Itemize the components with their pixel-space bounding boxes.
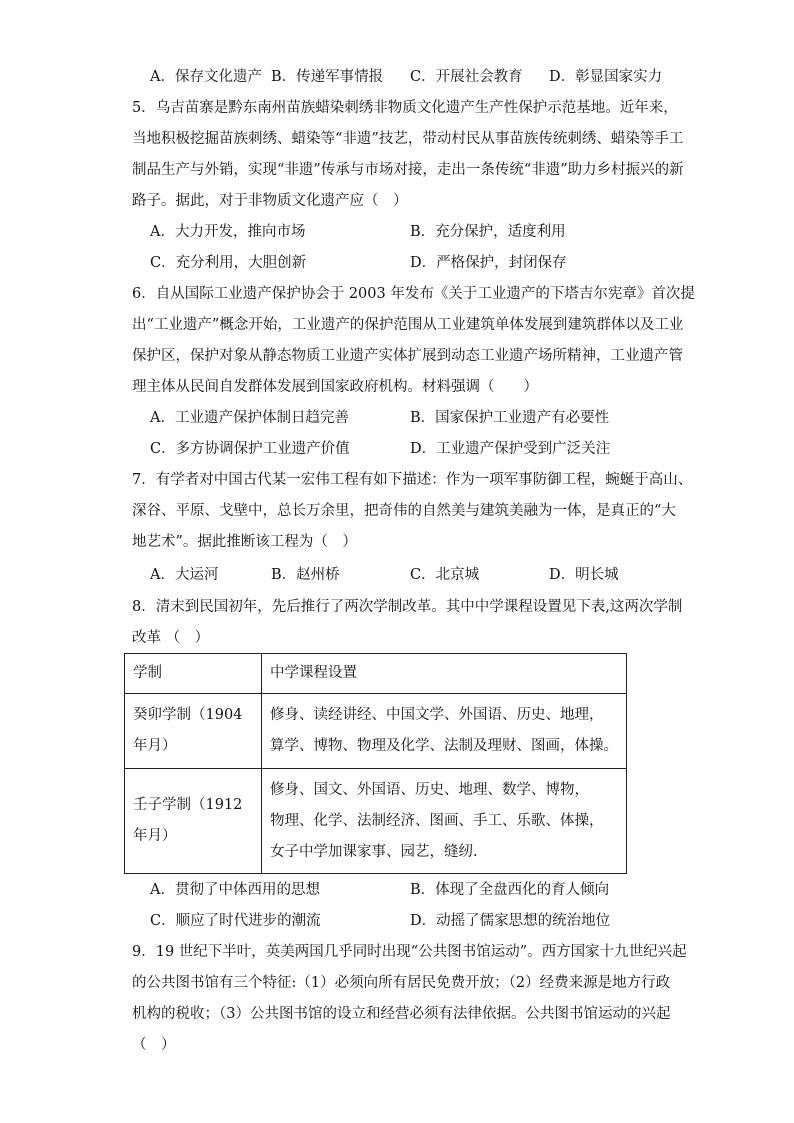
q7-stem-line: 深谷、平原、戈壁中，总长万余里，把奇伟的自然美与建筑美融为一体，是真正的“大 bbox=[132, 503, 676, 519]
course-line: 修身、国文、外国语、历史、地理、数学、博物， bbox=[270, 781, 589, 798]
course-table bbox=[124, 653, 627, 874]
q9-stem-line: 机构的税收；（3）公共图书馆的设立和经营必须有法律依据。公共图书馆运动的兴起 bbox=[132, 1006, 671, 1022]
course-line: 修身、读经讲经、中国文学、外国语、历史、地理， bbox=[270, 707, 604, 723]
q4-option-d: D．彰显国家实力 bbox=[549, 69, 663, 85]
q6-option-c: C．多方协调保护工业遗产价值 bbox=[150, 441, 350, 457]
table-row bbox=[125, 769, 627, 874]
q6-stem-line: 理主体从民间自发群体发展到国家政府机构。材料强调（ ） bbox=[132, 379, 538, 395]
table-row bbox=[125, 694, 627, 769]
q6-option-b: B．国家保护工业遗产有必要性 bbox=[410, 410, 610, 426]
q4-option-c: C．开展社会教育 bbox=[410, 69, 523, 85]
table-header-cell: 学制 bbox=[125, 654, 262, 694]
q5-option-d: D．严格保护，封闭保存 bbox=[410, 255, 567, 271]
course-line: 物理、化学、法制经济、图画、手工、乐歌、体操， bbox=[270, 812, 604, 829]
q7-stem-line: 地艺术”。据此推断该工程为（ ） bbox=[132, 534, 357, 550]
q4-option-a: A．保存文化遗产 bbox=[150, 69, 262, 85]
table-header-cell: 中学课程设置 bbox=[262, 654, 627, 694]
q5-stem-line: 制品生产与外销，实现“非遗”传承与市场对接，走出一条传统“非遗”助力乡村振兴的新 bbox=[132, 162, 684, 178]
q7-option-d: D．明长城 bbox=[549, 567, 619, 583]
q6-stem-line: 出“工业遗产”概念开始，工业遗产的保护范围从工业建筑单体发展到建筑群体以及工业 bbox=[132, 317, 684, 333]
q5-stem-line: 当地积极挖掘苗族刺绣、蜡染等“非遗”技艺，带动村民从事苗族传统刺绣、蜡染等手工 bbox=[132, 131, 684, 147]
q7-option-b: B．赵州桥 bbox=[271, 567, 340, 583]
q8-option-d: D．动摇了儒家思想的统治地位 bbox=[410, 913, 611, 929]
q6-stem-line: 6．自从国际工业遗产保护协会于 2003 年发布《关于工业遗产的下塔吉尔宪章》首次提 bbox=[132, 286, 695, 302]
q8-option-b: B．体现了全盘西化的育人倾向 bbox=[410, 882, 610, 898]
course-line: 算学、博物、物理及化学、法制及理财、图画，体操。 bbox=[270, 738, 618, 754]
q8-stem-line: 8．清末到民国初年，先后推行了两次学制改革。其中中学课程设置见下表,这两次学制 bbox=[132, 599, 683, 615]
q6-option-d: D．工业遗产保护受到广泛关注 bbox=[410, 441, 611, 457]
q8-option-c: C．顺应了时代进步的潮流 bbox=[150, 913, 321, 929]
table-cell-courses bbox=[262, 694, 627, 769]
course-line: 女子中学加课家事、园艺，缝纫. bbox=[270, 843, 478, 860]
table-header-row bbox=[125, 654, 627, 694]
q6-stem-line: 保护区，保护对象从静态物质工业遗产实体扩展到动态工业遗产场所精神，工业遗产管 bbox=[132, 348, 683, 364]
table-cell-courses bbox=[262, 769, 627, 874]
q5-option-b: B．充分保护，适度利用 bbox=[410, 224, 566, 240]
q5-stem-line: 5．乌吉苗寨是黔东南州苗族蜡染刺绣非物质文化遗产生产性保护示范基地。近年来， bbox=[132, 100, 678, 116]
q5-option-a: A．大力开发，推向市场 bbox=[150, 224, 306, 240]
q7-option-c: C．北京城 bbox=[410, 567, 480, 583]
q9-stem-line: （ ） bbox=[132, 1037, 176, 1053]
q7-stem-line: 7．有学者对中国古代某一宏伟工程有如下描述：作为一项军事防御工程，蜿蜒于高山、 bbox=[132, 472, 693, 488]
table-cell-system: 壬子学制（1912 年月） bbox=[125, 769, 262, 874]
q6-option-a: A．工业遗产保护体制日趋完善 bbox=[150, 410, 349, 426]
q9-stem-line: 的公共图书馆有三个特征:（1）必须向所有居民免费开放；（2）经费来源是地方行政 bbox=[132, 975, 671, 991]
table-cell-system: 癸卯学制（1904 年月） bbox=[125, 694, 262, 769]
q5-stem-line: 路子。据此，对于非物质文化遗产应（ ） bbox=[132, 193, 408, 209]
q8-option-a: A．贯彻了中体西用的思想 bbox=[150, 882, 320, 898]
q8-stem-line: 改革 （ ） bbox=[132, 630, 210, 646]
q5-option-c: C．充分利用，大胆创新 bbox=[150, 255, 307, 271]
q9-stem-line: 9．19 世纪下半叶，英美两国几乎同时出现“公共图书馆运动”。西方国家十九世纪兴起 bbox=[132, 944, 687, 960]
q4-option-b: B．传递军事情报 bbox=[271, 69, 384, 85]
q7-option-a: A．大运河 bbox=[150, 567, 219, 583]
